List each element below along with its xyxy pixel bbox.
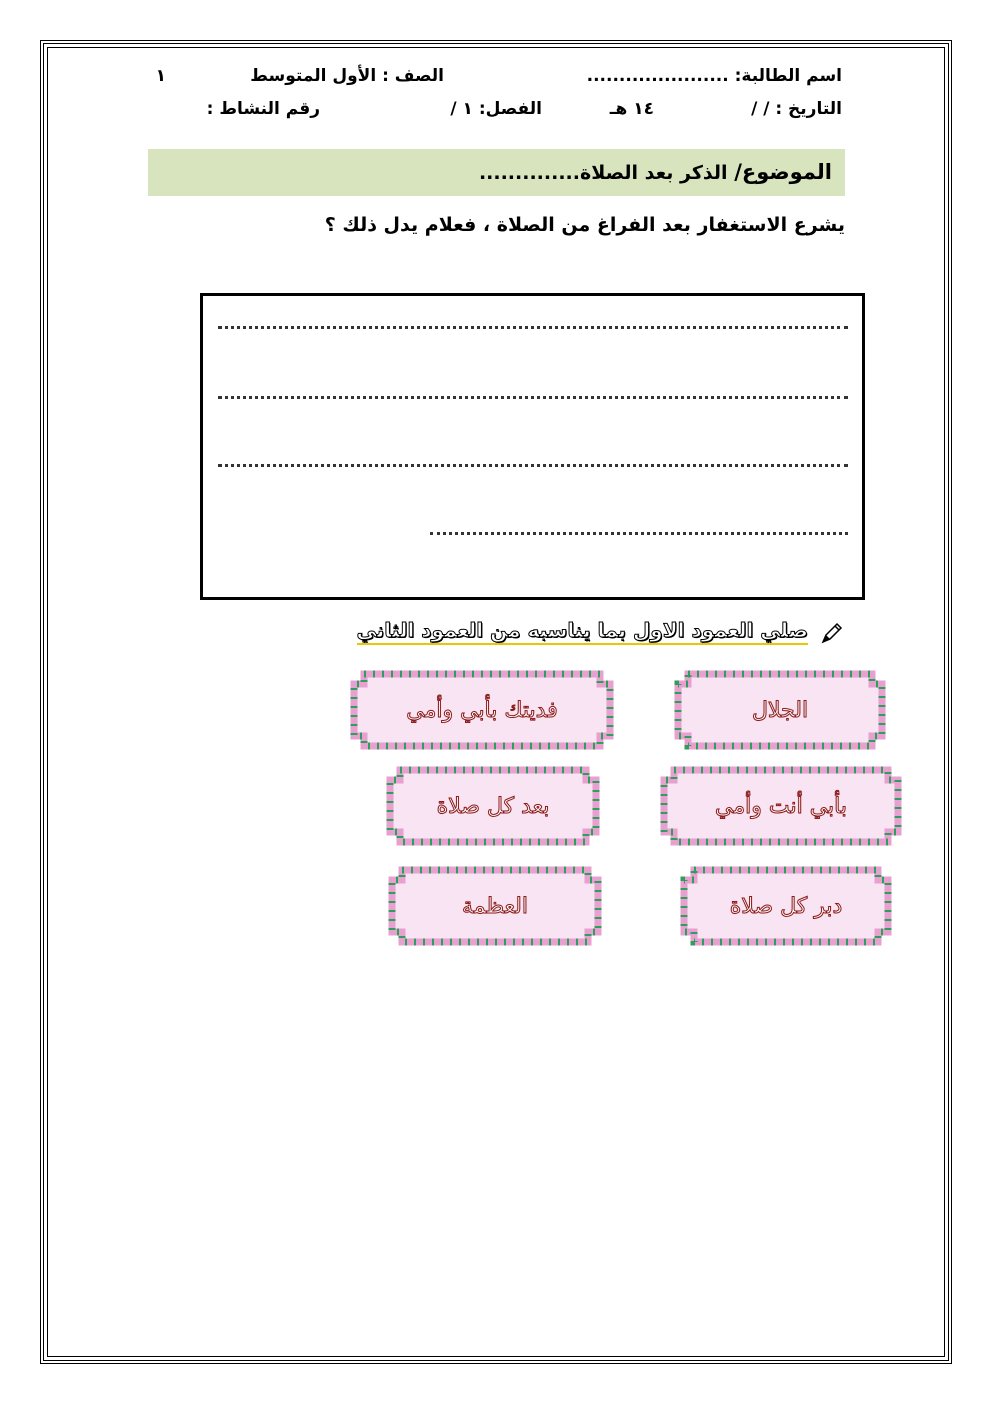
match-card-column-one[interactable] <box>660 766 902 846</box>
pencil-icon <box>820 621 844 645</box>
match-card-column-two[interactable] <box>386 766 600 846</box>
date-label: التاريخ : / / <box>751 99 842 119</box>
match-card-column-one[interactable] <box>680 866 892 946</box>
card-label: بأبي أنت وأمي <box>715 793 847 819</box>
answer-line[interactable] <box>218 326 848 329</box>
answer-line[interactable] <box>218 396 848 399</box>
topic-heading <box>479 160 832 184</box>
question-text: يشرع الاستغفار بعد الفراغ من الصلاة ، فعلام يدل ذلك ؟ <box>324 214 845 236</box>
answer-box[interactable] <box>200 293 865 600</box>
student-name-label: اسم الطالبة: ...................... <box>586 66 842 86</box>
instruction-text: صلي العمود الاول بما يناسبه من العمود الثاني <box>357 618 808 645</box>
answer-line[interactable] <box>218 464 848 467</box>
answer-line[interactable] <box>430 532 848 535</box>
card-label: فديتك بأبي وأمي <box>406 697 558 723</box>
card-label: دبر كل صلاة <box>729 893 843 919</box>
card-label: الجلال <box>751 697 809 723</box>
topic-title: الذكر بعد الصلاة.............. <box>478 162 728 184</box>
match-card-column-two[interactable] <box>350 670 614 750</box>
topic-prefix: الموضوع/ <box>734 160 832 184</box>
card-label: العظمة <box>462 893 528 919</box>
matching-instruction <box>357 618 844 645</box>
grade-number: ١ <box>155 66 166 86</box>
grade-label: الصف : الأول المتوسط <box>250 66 444 86</box>
activity-number-label: رقم النشاط : <box>206 99 320 119</box>
hijri-year: ١٤ هـ <box>609 99 654 119</box>
class-label: الفصل: ١ / <box>450 99 542 119</box>
match-card-column-two[interactable] <box>388 866 602 946</box>
card-label: بعد كل صلاة <box>436 793 550 819</box>
match-card-column-one[interactable] <box>674 670 886 750</box>
